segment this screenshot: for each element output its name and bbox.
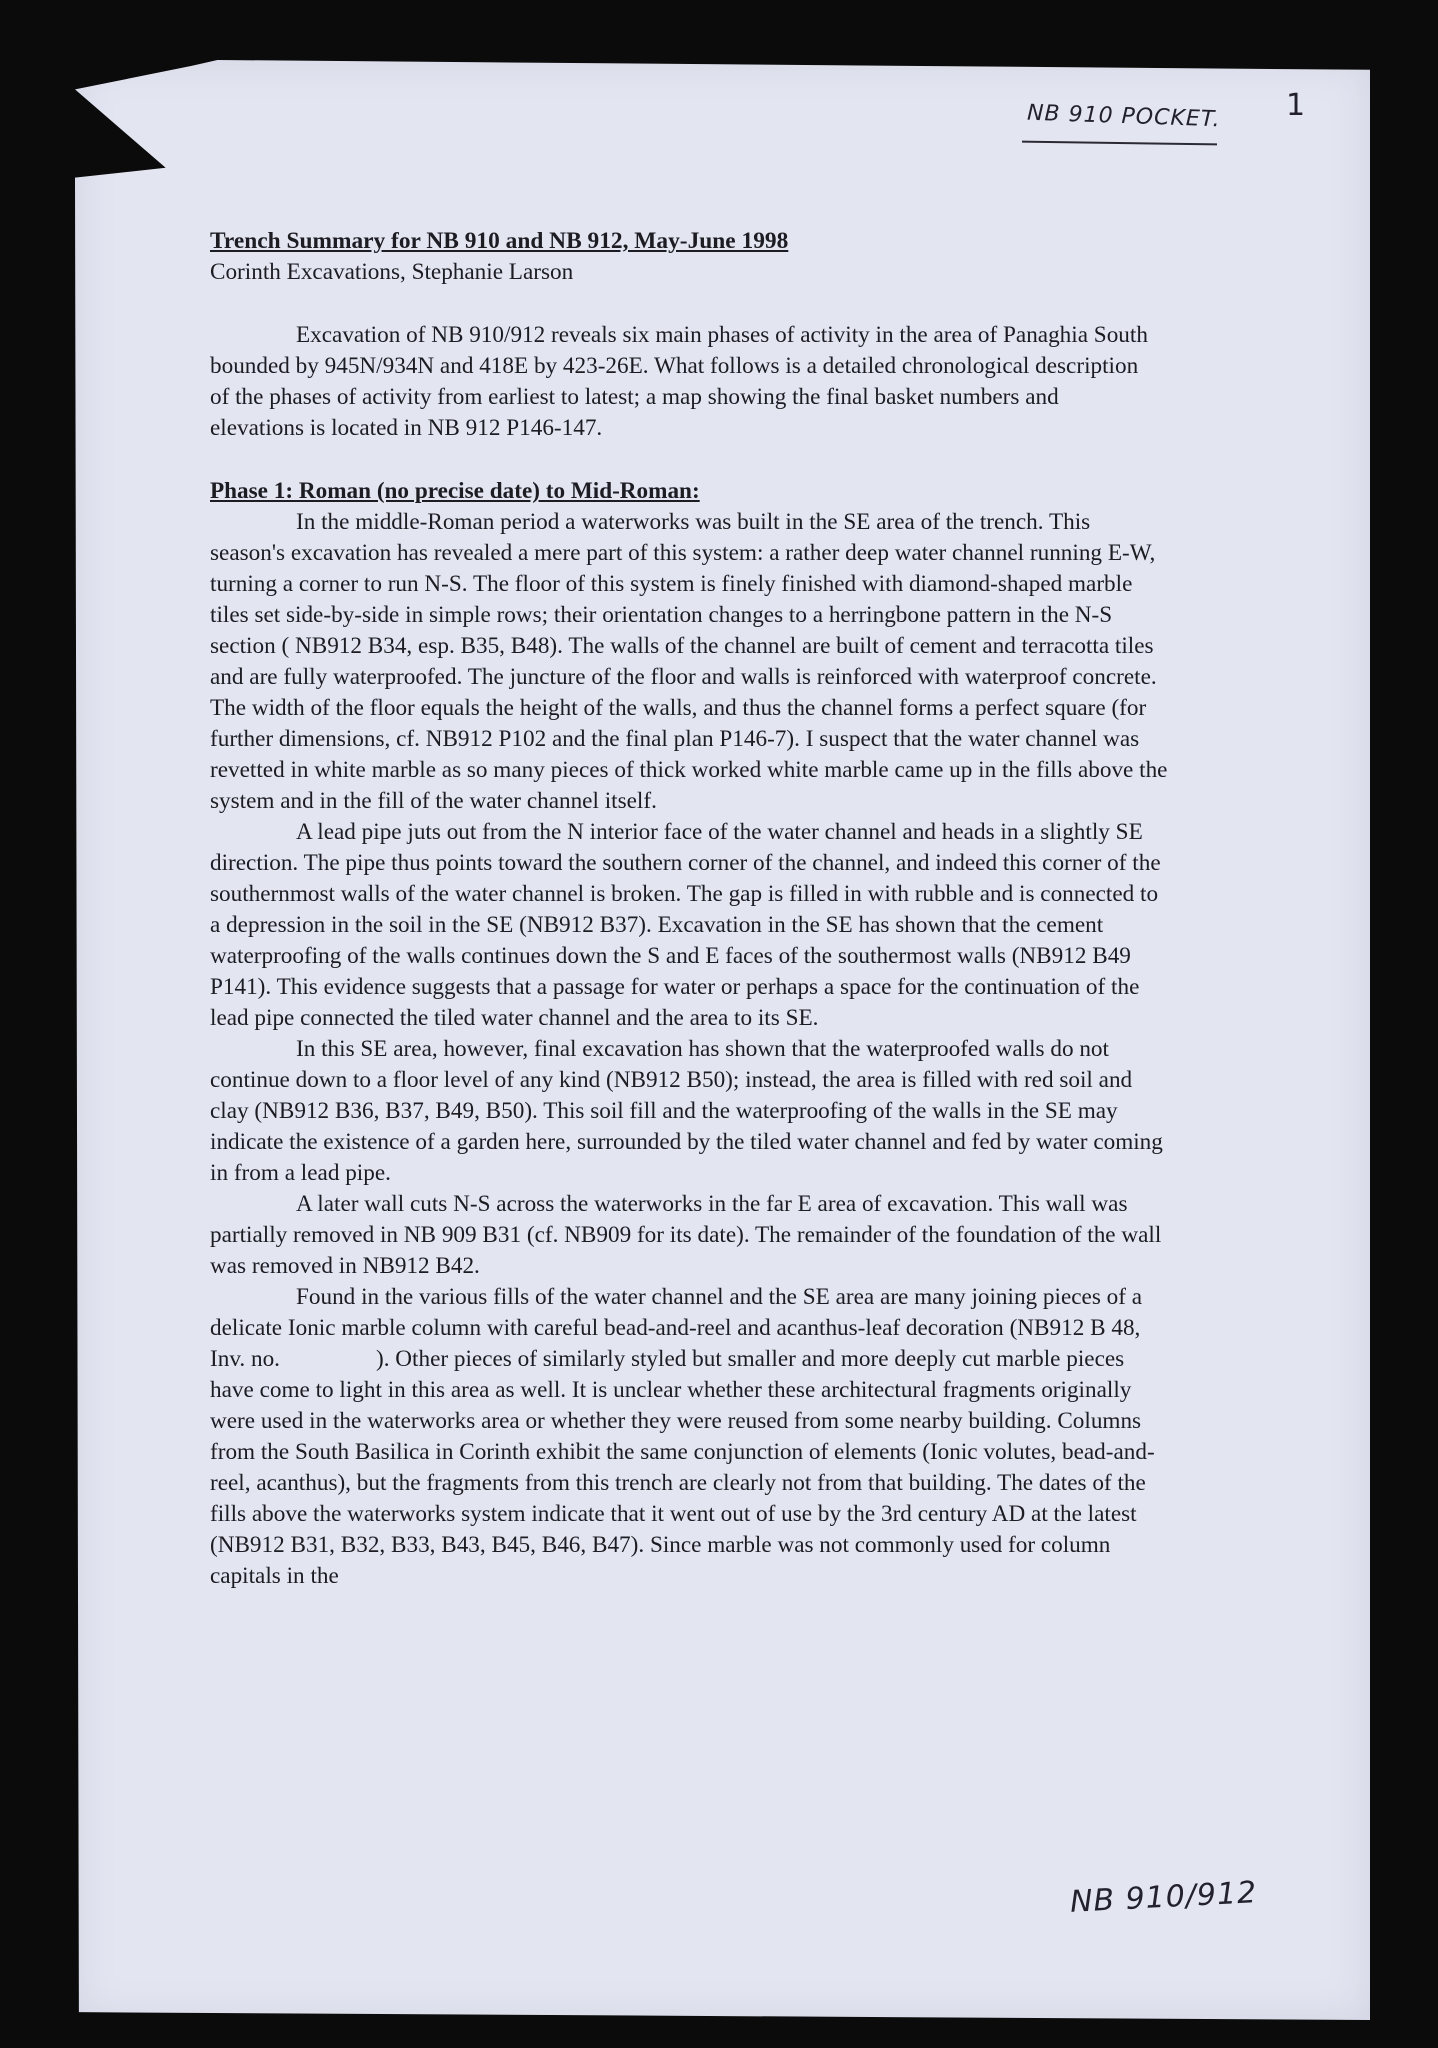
phase-1-paragraph: A lead pipe juts out from the N interior face of the water channel and heads in a slightly SE direction. The pipe thus points toward the southern corner of the channel, and indeed this corner of the southernmost walls of the water channel is broken. The gap is filled in with rubble and is connected to a depression in the soil in the SE (NB912 B37). Excavation in the SE has shown that the cement waterproofing of the walls continues down the S and E faces of the southermost walls (NB912 B49 P141). This evidence suggests that a passage for water or perhaps a space for the continuation of the lead pipe connected the tiled water channel and the area to its SE. [210,819,1161,1031]
phase-1-heading: Phase 1: Roman (no precise date) to Mid-Roman: [210,478,700,504]
phase-1-paragraph [210,1282,1170,1592]
phase-1-paragraph: In this SE area, however, final excavation has shown that the waterproofed walls do not continue down to a floor level of any kind (NB912 B50); instead, the area is filled with red soil and clay (NB912 B36, B37, B49, B50). This soil fill and the waterproofing of the walls in the SE may indicate the existence of a garden here, surrounded by the tiled water channel and fed by water coming in from a lead pipe. [210,1036,1163,1186]
document-title: Trench Summary for NB 910 and NB 912, May-June 1998 [210,228,789,254]
intro-paragraph: Excavation of NB 910/912 reveals six main phases of activity in the area of Panaghia South bounded by 945N/934N and 418E by 423-26E. What follows is a detailed chronological description of the phases of activity from earliest to latest; a map showing the final basket numbers and elevations is located in NB 912 P146-147. [210,322,1148,441]
phase-1-paragraph: In the middle-Roman period a waterworks was built in the SE area of the trench. This season's excavation has revealed a mere part of this system: a rather deep water channel running E-W, turning a corner to run N-S. The floor of this system is finely finished with diamond-shaped marble tiles set side-by-side in simple rows; their orientation changes to a herringbone pattern in the N-S section ( NB912 B34, esp. B35, B48). The walls of the channel are built of cement and terracotta tiles and are fully waterproofed. The juncture of the floor and walls is reinforced with waterproof concrete. The width of the floor equals the height of the walls, and thus the channel forms a perfect square (for further dimensions, cf. NB912 P102 and the final plan P146-7). I suspect that the water channel was revetted in white marble as so many pieces of thick worked white marble came up in the fills above the system and in the fill of the water channel itself. [210,509,1168,814]
page-number: 1 [1286,88,1307,123]
document-body [210,226,1170,1592]
handwritten-notebook-label: NB 910/912 [1069,1875,1258,1920]
phase-1-paragraph: A later wall cuts N-S across the waterworks in the far E area of excavation. This wall was partially removed in NB 909 B31 (cf. NB909 for its date). The remainder of the foundation of the wall was removed in NB912 B42. [210,1191,1162,1279]
handwritten-pocket-note: NB 910 POCKET. [1026,100,1222,133]
paragraph-text-before-gap: Found in the various fills of the water channel and the SE area are many joining pieces of a delicate Ionic marble column with careful bead-and-reel and acanthus-leaf decoration (NB912 B 48, Inv. no. [210,1284,1143,1372]
paragraph-text-after-gap: ). Other pieces of similarly styled but smaller and more deeply cut marble pieces have come to light in this area as well. It is unclear whether these architectural fragments originally were used in the waterworks area or whether they were reused from some nearby building. Columns from the South Basilica in Corinth exhibit the same conjunction of elements (Ionic volutes, bead-and-reel, acanthus), but the fragments from this trench are clearly not from that building. The dates of the fills above the waterworks system indicate that it went out of use by the 3rd century AD at the latest (NB912 B31, B32, B33, B43, B45, B46, B47). Since marble was not commonly used for column capitals in the [210,1346,1155,1589]
document-subtitle: Corinth Excavations, Stephanie Larson [210,259,574,285]
